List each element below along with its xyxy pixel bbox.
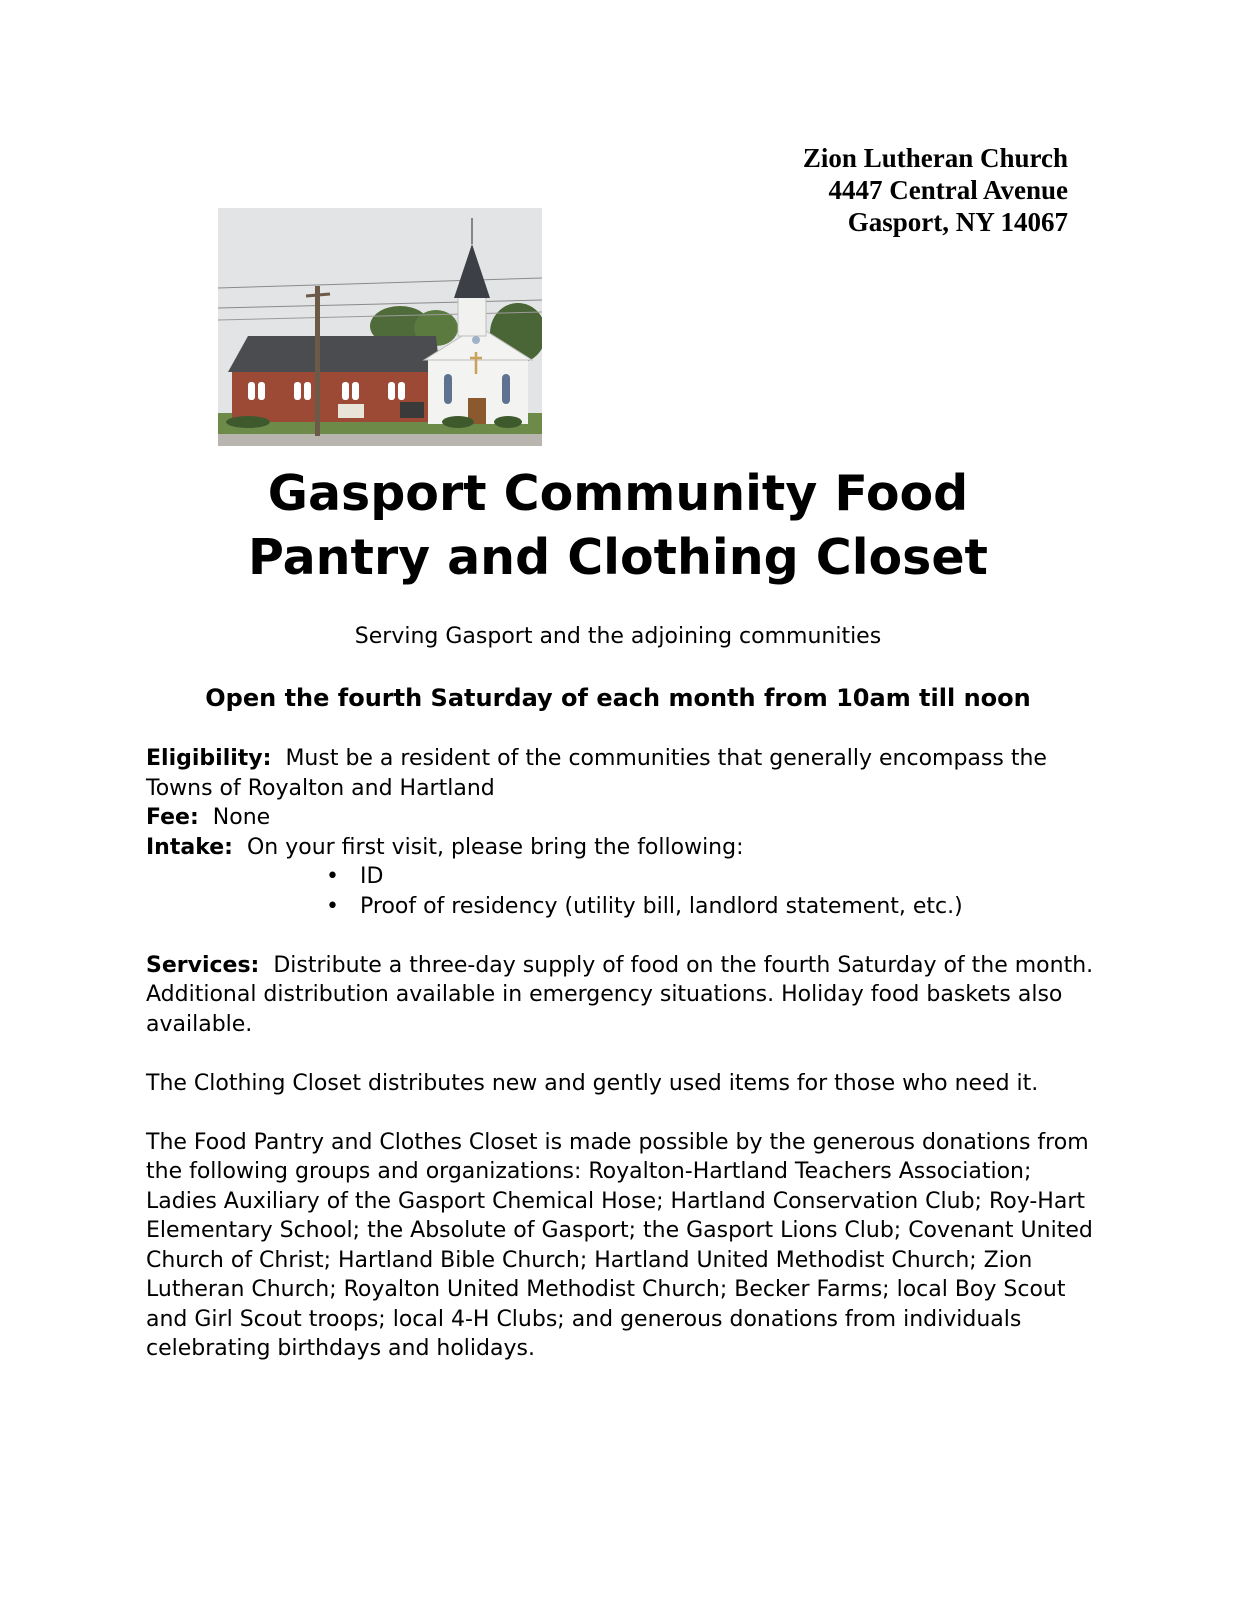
eligibility-paragraph	[146, 744, 1096, 803]
intake-list	[146, 862, 1096, 921]
address-line-2: 4447 Central Avenue	[828, 175, 1068, 205]
intake-item-id: • ID	[326, 862, 1096, 892]
intake-paragraph	[146, 833, 1096, 863]
services-paragraph	[146, 951, 1096, 1040]
fee-paragraph	[146, 803, 1096, 833]
subtitle: Serving Gasport and the adjoining communities	[354, 624, 882, 649]
title-line-2: Pantry and Clothing Closet	[247, 529, 988, 586]
opening-hours: Open the fourth Saturday of each month from 10am till noon	[205, 684, 1031, 712]
services-text: Distribute a three-day supply of food on the fourth Saturday of the month. Additional distribution available in emergency situations. Holiday food baskets also available.	[146, 952, 1094, 1037]
intake-label: Intake:	[146, 834, 233, 860]
fee-label: Fee:	[146, 805, 199, 830]
intake-item-residency: • Proof of residency (utility bill, landlord statement, etc.)	[326, 892, 1096, 922]
church-photo	[218, 208, 542, 446]
address-line-1: Zion Lutheran Church	[802, 143, 1068, 173]
church-address	[803, 142, 1068, 238]
eligibility-text: Must be a resident of the communities that generally encompass the Towns of Royalton and Hartland	[146, 746, 1047, 801]
donors-paragraph: The Food Pantry and Clothes Closet is made possible by the generous donations from the following groups and organizations: Royalton-Hartland Teachers Association; Ladies Auxiliary of the Gasport Chemical Hose; Hartland Conservation Club; Roy-Hart Elementary School; the Absolute of Gasport; the Gasport Lions Club; Covenant United Church of Christ; Hartland Bible Church; Hartland United Methodist Church; Zion Lutheran Church; Royalton United Methodist Church; Becker Farms; local Boy Scout and Girl Scout troops; local 4-H Clubs; and generous donations from individuals celebrating birthdays and holidays.	[146, 1129, 1093, 1361]
address-line-3: Gasport, NY 14067	[847, 207, 1068, 237]
info-body	[146, 744, 1096, 1364]
services-label: Services:	[146, 952, 260, 978]
fee-text: None	[212, 805, 271, 830]
clothing-paragraph: The Clothing Closet distributes new and gently used items for those who need it.	[146, 1070, 1039, 1096]
title-line-1: Gasport Community Food	[267, 465, 969, 522]
intake-text: On your first visit, please bring the following:	[246, 834, 744, 860]
page-title	[0, 462, 1236, 590]
eligibility-label: Eligibility:	[146, 746, 272, 771]
